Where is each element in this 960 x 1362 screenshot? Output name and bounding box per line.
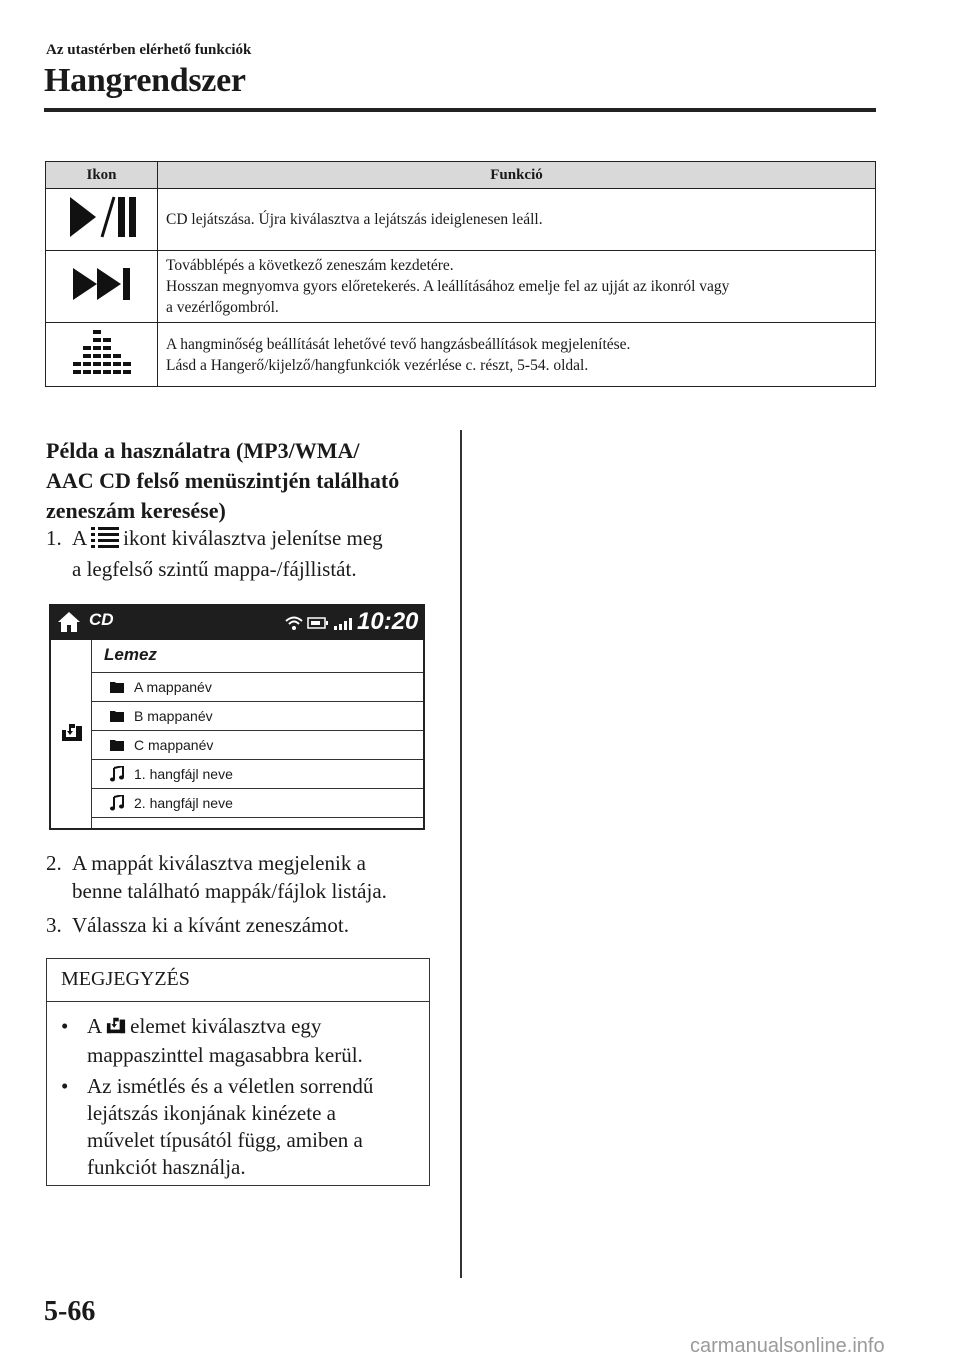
step-text: Válassza ki a kívánt zeneszámot. [72, 913, 349, 937]
step-text: ikont kiválasztva jelenítse meg [123, 526, 383, 550]
list-item[interactable] [92, 673, 423, 702]
page-title: Hangrendszer [44, 62, 246, 99]
function-text: CD lejátszása. Újra kiválasztva a lejátszás ideiglenesen leáll. [166, 211, 543, 228]
table-row [46, 323, 876, 387]
step-1 [46, 524, 446, 583]
note-text: elemet kiválasztva egy [130, 1014, 322, 1038]
step-number: 1. [46, 526, 62, 550]
icon-cell [46, 189, 158, 251]
note-text: Az ismétlés és a véletlen sorrendű [87, 1074, 374, 1098]
list-item-label: A mappanév [134, 679, 212, 695]
column-divider [460, 430, 462, 1278]
table-row [46, 189, 876, 251]
screen-left-panel [51, 640, 92, 828]
screen-status-bar [49, 604, 425, 640]
table-header-row [46, 162, 876, 189]
function-text: a vezérlőgombról. [166, 299, 279, 316]
status-icons [285, 616, 355, 635]
title-rule [44, 108, 876, 112]
icon-cell [46, 251, 158, 323]
function-text: A hangminőség beállítását lehetővé tevő hangzásbeállítások megjelenítése. [166, 335, 631, 353]
folder-up-icon [106, 1015, 126, 1042]
bullet: • [61, 1014, 69, 1038]
step-text: benne található mappák/fájlok listája. [72, 879, 387, 903]
signal-icon [333, 616, 355, 630]
list-item-label: B mappanév [134, 708, 213, 724]
header-icon-column: Ikon [46, 162, 158, 189]
watermark: carmanualsonline.info [690, 1335, 885, 1357]
list-item[interactable] [92, 702, 423, 731]
note-box [46, 958, 430, 1186]
step-text: a legfelső szintű mappa-/fájllistát. [72, 556, 357, 581]
icon-function-table [45, 161, 876, 387]
note-text: lejátszás ikonjának kinézete a [87, 1101, 336, 1125]
function-cell [158, 251, 876, 323]
icon-cell [46, 323, 158, 387]
note-text: funkciót használja. [87, 1155, 246, 1179]
battery-icon [307, 616, 329, 630]
heading-line: zeneszám keresése) [46, 498, 226, 523]
table-row [46, 251, 876, 323]
note-text: mappaszinttel magasabbra kerül. [87, 1042, 363, 1067]
folder-up-icon[interactable] [61, 722, 83, 747]
step-text: A mappát kiválasztva megjelenik a [72, 851, 366, 875]
note-heading: MEGJEGYZÉS [47, 959, 429, 1002]
audio-source-label: CD [89, 610, 114, 629]
step-text: A [72, 526, 88, 550]
step-number: 3. [46, 913, 62, 937]
note-item [61, 1073, 421, 1181]
step-3 [46, 911, 446, 939]
list-item[interactable] [92, 731, 423, 760]
function-text: Továbblépés a következő zeneszám kezdetére. [166, 257, 454, 274]
home-icon[interactable] [57, 611, 81, 638]
folder-icon [110, 681, 124, 693]
heading-line: AAC CD felső menüszintjén található [46, 468, 400, 493]
screen-content [51, 640, 423, 828]
folder-icon [110, 710, 124, 722]
header-function-column: Funkció [158, 162, 876, 189]
equalizer-icon [73, 328, 131, 376]
folder-icon [110, 739, 124, 751]
step-number: 2. [46, 851, 62, 875]
function-cell [158, 189, 876, 251]
example-heading [46, 436, 446, 526]
note-text: A [87, 1014, 103, 1038]
note-item [61, 1013, 421, 1069]
function-text: Hosszan megnyomva gyors előretekerés. A leállításához emelje fel az ujját az ikonról vagy [166, 278, 730, 295]
list-item[interactable] [92, 789, 423, 818]
step-2 [46, 849, 446, 905]
page-number: 5-66 [44, 1296, 96, 1327]
list-title: Lemez [92, 640, 423, 673]
list-item-label: 2. hangfájl neve [134, 795, 233, 811]
function-text: Lásd a Hangerő/kijelző/hangfunkciók vezérlése c. részt, 5-54. oldal. [166, 356, 589, 374]
display-screen [49, 604, 425, 830]
wifi-icon [285, 616, 303, 630]
note-text: művelet típusától függ, amiben a [87, 1128, 363, 1152]
function-cell [158, 323, 876, 387]
screen-file-list [92, 640, 423, 828]
skip-next-icon [71, 267, 133, 301]
list-item-label: C mappanév [134, 737, 214, 753]
list-item[interactable] [92, 760, 423, 789]
music-note-icon [110, 795, 124, 811]
list-icon [91, 526, 119, 555]
screen-clock: 10:20 [357, 608, 419, 635]
heading-line: Példa a használatra (MP3/WMA/ [46, 438, 360, 463]
play-pause-icon [66, 195, 138, 239]
bullet: • [61, 1074, 69, 1098]
section-label: Az utastérben elérhető funkciók [46, 42, 252, 58]
list-item-label: 1. hangfájl neve [134, 766, 233, 782]
music-note-icon [110, 766, 124, 782]
